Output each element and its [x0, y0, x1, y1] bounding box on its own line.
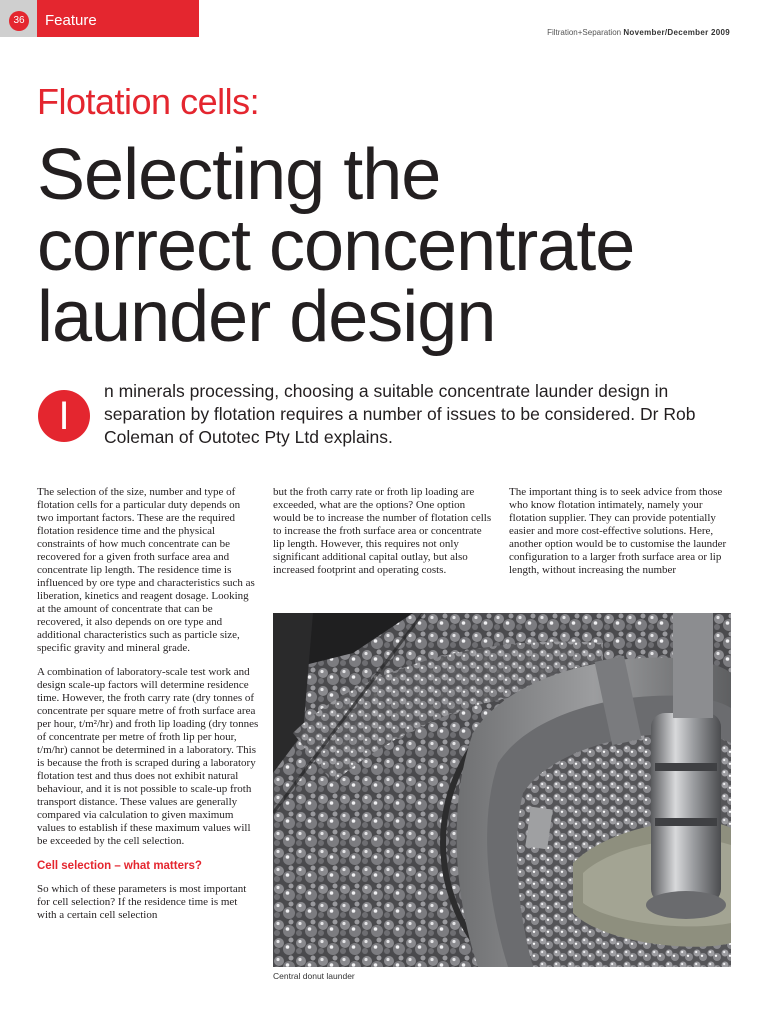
- title-line: Selecting the: [37, 135, 441, 215]
- subheading: Cell selection – what matters?: [37, 860, 202, 872]
- masthead: [547, 28, 730, 37]
- issue-date: November/December 2009: [623, 28, 730, 37]
- body-paragraph: The selection of the size, number and type of flotation cells for a particular duty depends on two important factors. These are the required flotation residence time and the physical constraints of how much concentrate can be recovered for a given froth surface area and concentrate lip length. The residence time is influenced by ore type and characteristics such as liberation, kinetics and reagent dosage. Looking at the amount of concentrate that can be recovered, it also depends on ore type and additional characteristics such as particle size, specific gravity and mineral grade.: [37, 486, 255, 654]
- article-kicker: Flotation cells:: [37, 81, 260, 122]
- body-paragraph: So which of these parameters is most important for cell selection? If the residence time is met with a certain cell selection: [37, 883, 247, 921]
- title-line: correct concentrate: [37, 206, 635, 286]
- photo-caption: Central donut launder: [273, 971, 355, 981]
- photo-illustration: [273, 613, 731, 967]
- publication-name: Filtration+Separation: [547, 28, 622, 37]
- body-paragraph: but the froth carry rate or froth lip loading are exceeded, what are the options? One option would be to increase the number of flotation cells to increase the froth surface area or concentrate lip length. However, this requires not only significant additional capital outlay, but also increased footprint and operating costs.: [273, 486, 492, 576]
- body-column-2: [273, 486, 495, 588]
- dropcap: I: [38, 390, 90, 442]
- title-line: launder design: [37, 277, 496, 357]
- flotation-cell-photo: [273, 613, 731, 967]
- body-paragraph: The important thing is to seek advice from those who know flotation intimately, namely your flotation supplier. They can provide potentially easier and more cost-effective solutions. Here, another option would be to customise the launder configuration to a larger froth surface area or lip length, without increasing the number: [509, 486, 727, 576]
- standfirst: n minerals processing, choosing a suitable concentrate launder design in separation by flotation requires a number of issues to be considered. Dr Rob Coleman of Outotec Pty Ltd explains.: [104, 381, 696, 447]
- section-label: Feature: [45, 12, 97, 29]
- page-number: 36: [9, 11, 29, 31]
- page-number-box: [0, 0, 37, 37]
- body-column-3: [509, 486, 731, 588]
- body-column-1: [37, 486, 259, 933]
- article-title: [37, 135, 635, 357]
- body-paragraph: A combination of laboratory-scale test work and design scale-up factors will determine residence time. However, the froth carry rate (dry tonnes of concentrate per square metre of froth surface area per hour, t/m²/hr) and froth lip loading (dry tonnes of concentrate per metre of froth lip per hour, t/m/hr) cannot be determined in a laboratory. This is because the froth is scraped during a laboratory flotation test and thus does not exhibit natural behaviour, and it is not possible to scale-up froth transport distance. These values are generally compared via calculation to given maximum values to establish if these maximum values will be exceeded by the cell selection.: [37, 666, 259, 847]
